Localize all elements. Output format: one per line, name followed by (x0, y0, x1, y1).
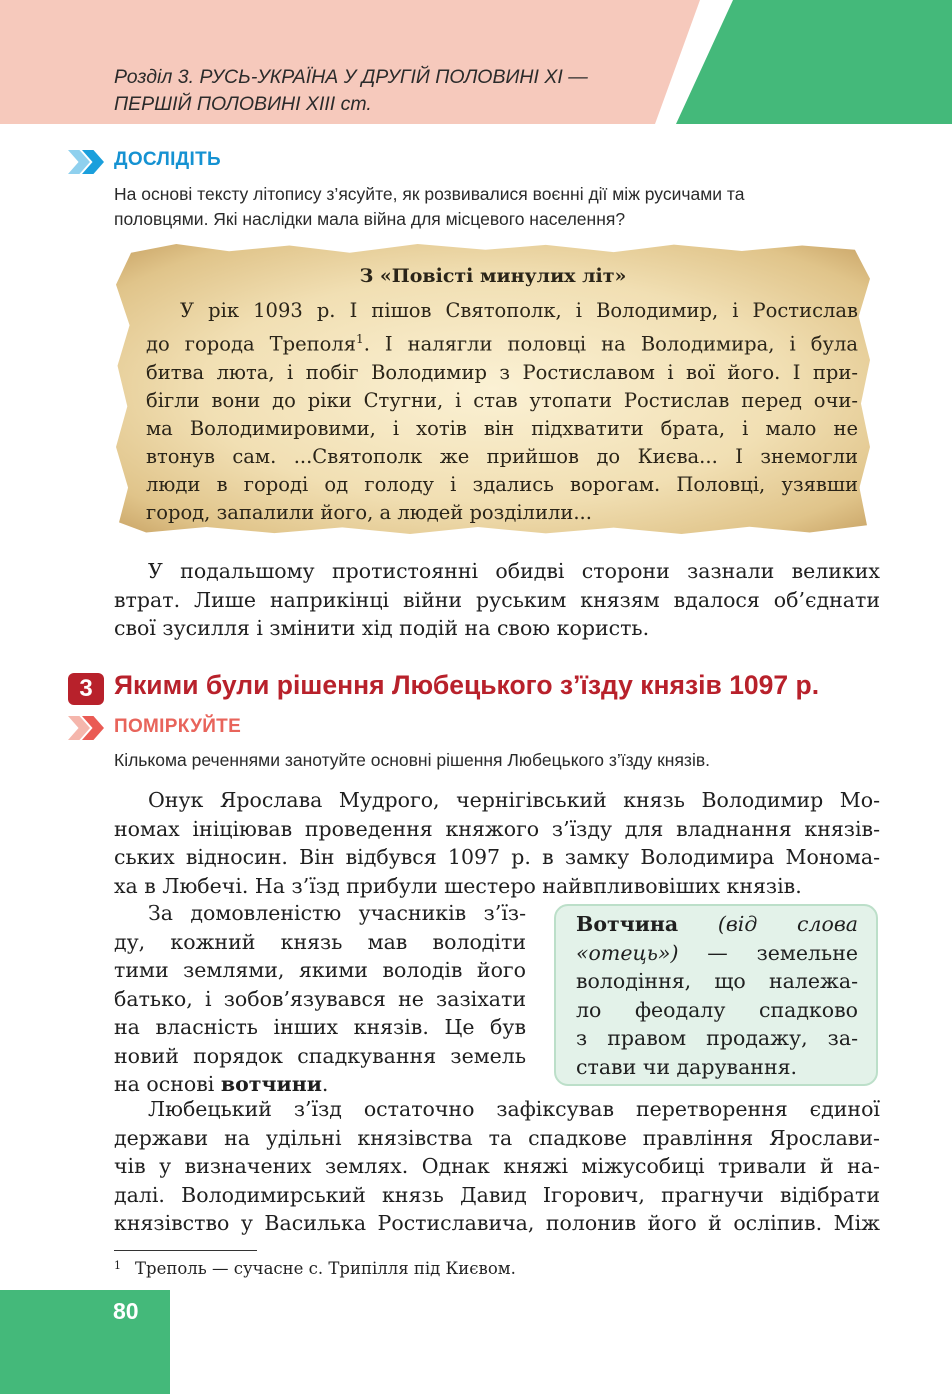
text-line: ду, кожний князь мав володіти (114, 929, 526, 954)
chronicle-excerpt (146, 297, 858, 527)
term-highlight: вотчини (220, 1072, 322, 1096)
text-line: чів у визначених землях. Однак княжі міжусобиці тривали й на- (114, 1154, 880, 1178)
chronicle-line: втонув сам. ...Святополк же прийшов до Києва... І знемогли (146, 444, 858, 468)
explore-task-line2: половцями. Які наслідки мала війна для місцевого населення? (114, 209, 626, 229)
text-line: номах ініціював проведення княжого з’їзду для владнання князів- (114, 816, 880, 841)
text-line: тими землями, якими володів його (114, 958, 526, 982)
chronicle-line (146, 325, 858, 359)
definition-term: Вотчина (576, 912, 679, 936)
definition-line (576, 910, 858, 939)
chapter-title (114, 64, 674, 118)
footnote-text: Треполь — сучасне с. Трипілля під Києвом. (135, 1259, 516, 1278)
page-number: 80 (113, 1298, 139, 1324)
paragraph-congress (114, 786, 880, 900)
explore-label: ДОСЛІДІТЬ (114, 149, 221, 170)
chapter-title-line2: ПЕРШІЙ ПОЛОВИНІ XIII ст. (114, 93, 372, 115)
chronicle-line: битва люта, і побіг Володимир з Ростиславом і вої його. І при- (146, 360, 858, 384)
text-line: на власність інших князів. Це був (114, 1015, 526, 1039)
footnote (114, 1259, 516, 1278)
explore-arrow-icon (68, 150, 106, 174)
chapter-title-line1: Розділ 3. РУСЬ-УКРАЇНА У ДРУГІЙ ПОЛОВИНІ XI — (114, 66, 588, 88)
think-arrow-icon (68, 716, 106, 740)
definition-line: стави чи дарування. (576, 1054, 798, 1079)
text-line: далі. Володимирський князь Давид Ігорович, прагнучи відібрати (114, 1182, 880, 1207)
text-line: князівство у Василька Ростиславича, полонив його й осліпив. Між (114, 1211, 880, 1235)
text-line: Онук Ярослава Мудрого, чернігівський князь Володимир Мо- (148, 788, 880, 812)
think-task: Кількома реченнями занотуйте основні рішення Любецького з’їзду князів. (114, 750, 710, 770)
text-line: Любецький з’їзд остаточно зафіксував перетворення єдиної (148, 1097, 880, 1121)
text-line: батько, і зобов’язувався не зазіхати (114, 986, 526, 1011)
section-number-badge: 3 (68, 673, 104, 705)
definition-line: з правом продажу, за- (576, 1026, 858, 1050)
definition-text (576, 910, 858, 1081)
definition-fragment: — земельне (707, 940, 858, 965)
chronicle-line: город, запалили його, а людей розділили... (146, 500, 592, 524)
text-line: ських відносин. Він відбувся 1097 р. в замку Володимира Монома- (114, 845, 880, 869)
text-line: За домовленістю учасників з’їз- (148, 901, 526, 925)
section-title: Якими були рішення Любецького з’їзду князів 1097 р. (114, 670, 820, 700)
text-fragment: . (321, 1072, 329, 1096)
definition-etymology-end: «отець») (576, 940, 679, 965)
footnote-divider (114, 1250, 257, 1251)
chronicle-line: люди в городі од голоду і здались ворогам. Половці, узявши (146, 472, 858, 496)
text-line: втрат. Лише наприкінці війни руським князям вдалося об’єднати (114, 587, 880, 612)
paragraph-agreement (114, 899, 526, 1099)
explore-task-line1: На основі тексту літопису з’ясуйте, як розвивалися воєнні дії між русичами та (114, 184, 745, 204)
footnote-mark: 1 (114, 1259, 121, 1272)
chronicle-line: ма Володимировими, і хотів він підхватити брата, і мало не (146, 416, 858, 440)
paragraph-consequences (114, 1095, 880, 1238)
text-fragment: на основі (114, 1072, 221, 1096)
chronicle-line-start: до города Треполя (146, 332, 357, 356)
text-line: У подальшому протистоянні обидві сторони зазнали великих (148, 559, 880, 583)
paragraph-aftermath (114, 557, 880, 643)
page-number-tab (0, 1290, 170, 1394)
explore-task (114, 182, 880, 232)
text-line: свої зусилля і змінити хід подій на свою користь. (114, 616, 650, 640)
chronicle-line: У рік 1093 р. І пішов Святополк, і Володимир, і Ростислав (180, 299, 858, 322)
think-label: ПОМІРКУЙТЕ (114, 716, 242, 737)
text-line: новий порядок спадкування земель (114, 1043, 526, 1068)
definition-etymology: (від слова (717, 912, 858, 936)
text-line: ха в Любечі. На з’їзд прибули шестеро найвпливовіших князів. (114, 873, 802, 898)
footnote-ref: 1 (356, 332, 364, 346)
chronicle-title: З «Повісті минулих літ» (359, 265, 627, 287)
chronicle-line-rest: . І налягли половці на Володимира, і була (363, 332, 858, 356)
definition-line: ло феодалу спадково (576, 997, 858, 1022)
definition-line: володіння, що належа- (576, 969, 858, 993)
text-line: держави на удільні князівства та спадкове правління Ярослави- (114, 1125, 880, 1150)
chronicle-line: бігли вони до ріки Стугни, і став утопати Ростислав перед очи- (146, 388, 858, 412)
definition-line (576, 939, 858, 968)
